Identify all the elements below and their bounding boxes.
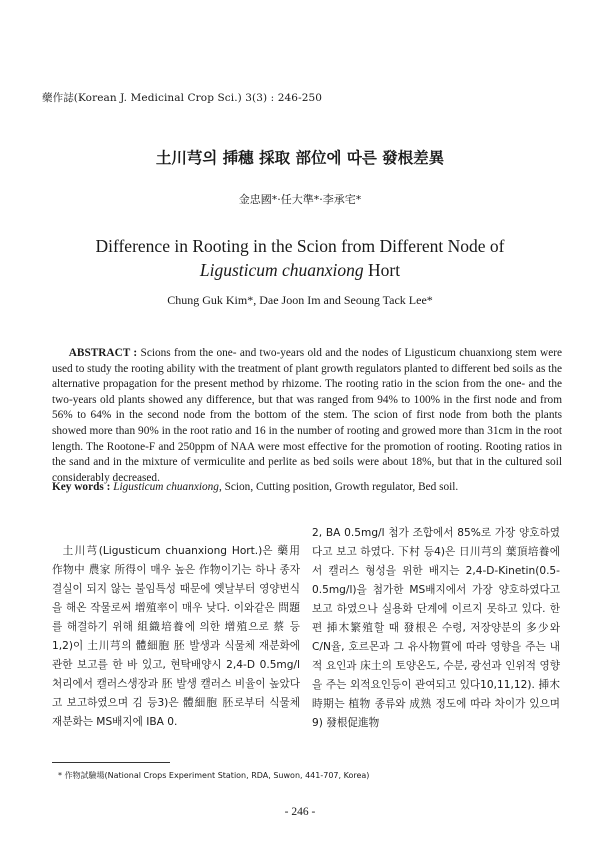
korean-title: 土川芎의 揷穗 採取 部位에 따른 發根差異 [155, 149, 445, 167]
author-suffix: Hort [363, 260, 401, 280]
english-authors: Chung Guk Kim*, Dae Joon Im and Seoung Tack Lee* [167, 293, 433, 307]
keywords-list: , Scion, Cutting position, Growth regulator, Bed soil. [218, 481, 459, 493]
english-title [0, 234, 600, 282]
body-right-column [312, 524, 560, 733]
species-name: Ligusticum chuanxiong [199, 260, 364, 280]
journal-citation: 藥作誌(Korean J. Medicinal Crop Sci.) 3(3) : 246-250 [42, 92, 323, 104]
body-right-text: 2, BA 0.5mg/l 첨가 조합에서 85%로 가장 양호하였다고 보고 하였다. 下村 등4)은 日川芎의 葉頂培養에서 캘러스 형성을 위한 배지는 2,4-D-Kinetin(0.5-0.5mg/l)을 첨가한 MS배지에서 가장 양호하였다고 보고 하였으나 실용화 단계에 이르지 못하고 있다. 한편 揷木繁殖할 때 發根은 수령, 저장양분의 多少와 C/N율, 호르몬과 그 유사物質에 따라 영향을 주는 내적 요인과 床土의 토양온도, 수분, 광선과 인위적 영향을 주는 외적요인등이 관여되고 있다10,11,12). 揷木時期는 植物 종류와 成熟 정도에 따라 차이가 있으며9) 發根促進物 [312, 527, 560, 729]
footnote-divider [52, 762, 170, 763]
page-number: - 246 - [284, 806, 316, 818]
affiliation-footnote: * 作物試驗場(National Crops Experiment Station, RDA, Suwon, 441-707, Korea) [58, 771, 370, 780]
abstract-label: ABSTRACT [68, 347, 131, 359]
keywords: Key words : Ligusticum chuanxiong, Scion, Cutting position, Growth regulator, Bed soil. [52, 481, 459, 493]
english-title-line1: Difference in Rooting in the Scion from Different Node of [95, 236, 505, 256]
body-left-text: 土川芎(Ligusticum chuanxiong Hort.)은 藥用作物中 農家 所得이 매우 높은 作物이기는 하나 종자결실이 되지 않는 불임특성 때문에 옛날부터 영양번식을 해온 작물로써 增殖率이 매우 낮다. 이와같은 問題를 해결하기 위해 組織培養에 의한 增殖으로 蔡 등1,2)이 土川芎의 體細胞 胚 발생과 식물체 재분화에 관한 보고를 한 바 있고, 현탁배양시 2,4-D 0.5mg/l 처리에서 캘러스생장과 胚 발생 캘러스 비율이 높았다고 보고하였으며 김 등3)은 體細胞 胚로부터 식물체 재분화는 MS배지에 IBA 0. [52, 545, 300, 728]
body-left-column [52, 542, 300, 732]
english-title-line2 [0, 258, 600, 282]
abstract-text: Scions from the one- and two-years old and the nodes of Ligusticum chuanxiong stem were used to study the rooting ability with the treatment of plant growth regulators planted to different bed soils as the alternative propagation for the present method by rhizome. The rooting ratio in the scion from the one- and the two-years old plants showed any difference, but that was ranged from 94% to 100% in the first node and from 56% to 64% in the second node from the bottom of the stem. The scion of first node from both the plants showed more than 90% in the root ratio and 16 in the number of rooting and growed more than 31cm in the root length. The Rootone-F and 250ppm of NAA were most effective for the promotion of rooting. Rooting ratios in the sand and in the mixture of vermiculite and perlite as bed soils were about 18%, but that in the cultured soil considerably decreased. [52, 347, 562, 484]
abstract: ABSTRACT : Scions from the one- and two-years old and the nodes of Ligusticum chuanxiong stem were used to study the rooting ability with the treatment of plant growth regulators planted to different bed soils as the alternative propagation for the present method by rhizome. The rooting ratio in the scion from the one- and the two-years old plants showed any difference, but that was ranged from 94% to 100% in the first node and from 56% to 64% in the second node from the bottom of the stem. The scion of first node from both the plants showed more than 90% in the root ratio and 16 in the number of rooting and growed more than 31cm in the root length. The Rootone-F and 250ppm of NAA were most effective for the promotion of rooting. Rooting ratios in the sand and in the mixture of vermiculite and perlite as bed soils were about 18%, but that in the cultured soil considerably decreased. [52, 347, 562, 484]
keywords-species: Ligusticum chuanxiong [113, 481, 219, 493]
korean-authors: 金忠國*·任大準*·李承宅* [238, 193, 362, 206]
keywords-label: Key words [52, 481, 104, 493]
